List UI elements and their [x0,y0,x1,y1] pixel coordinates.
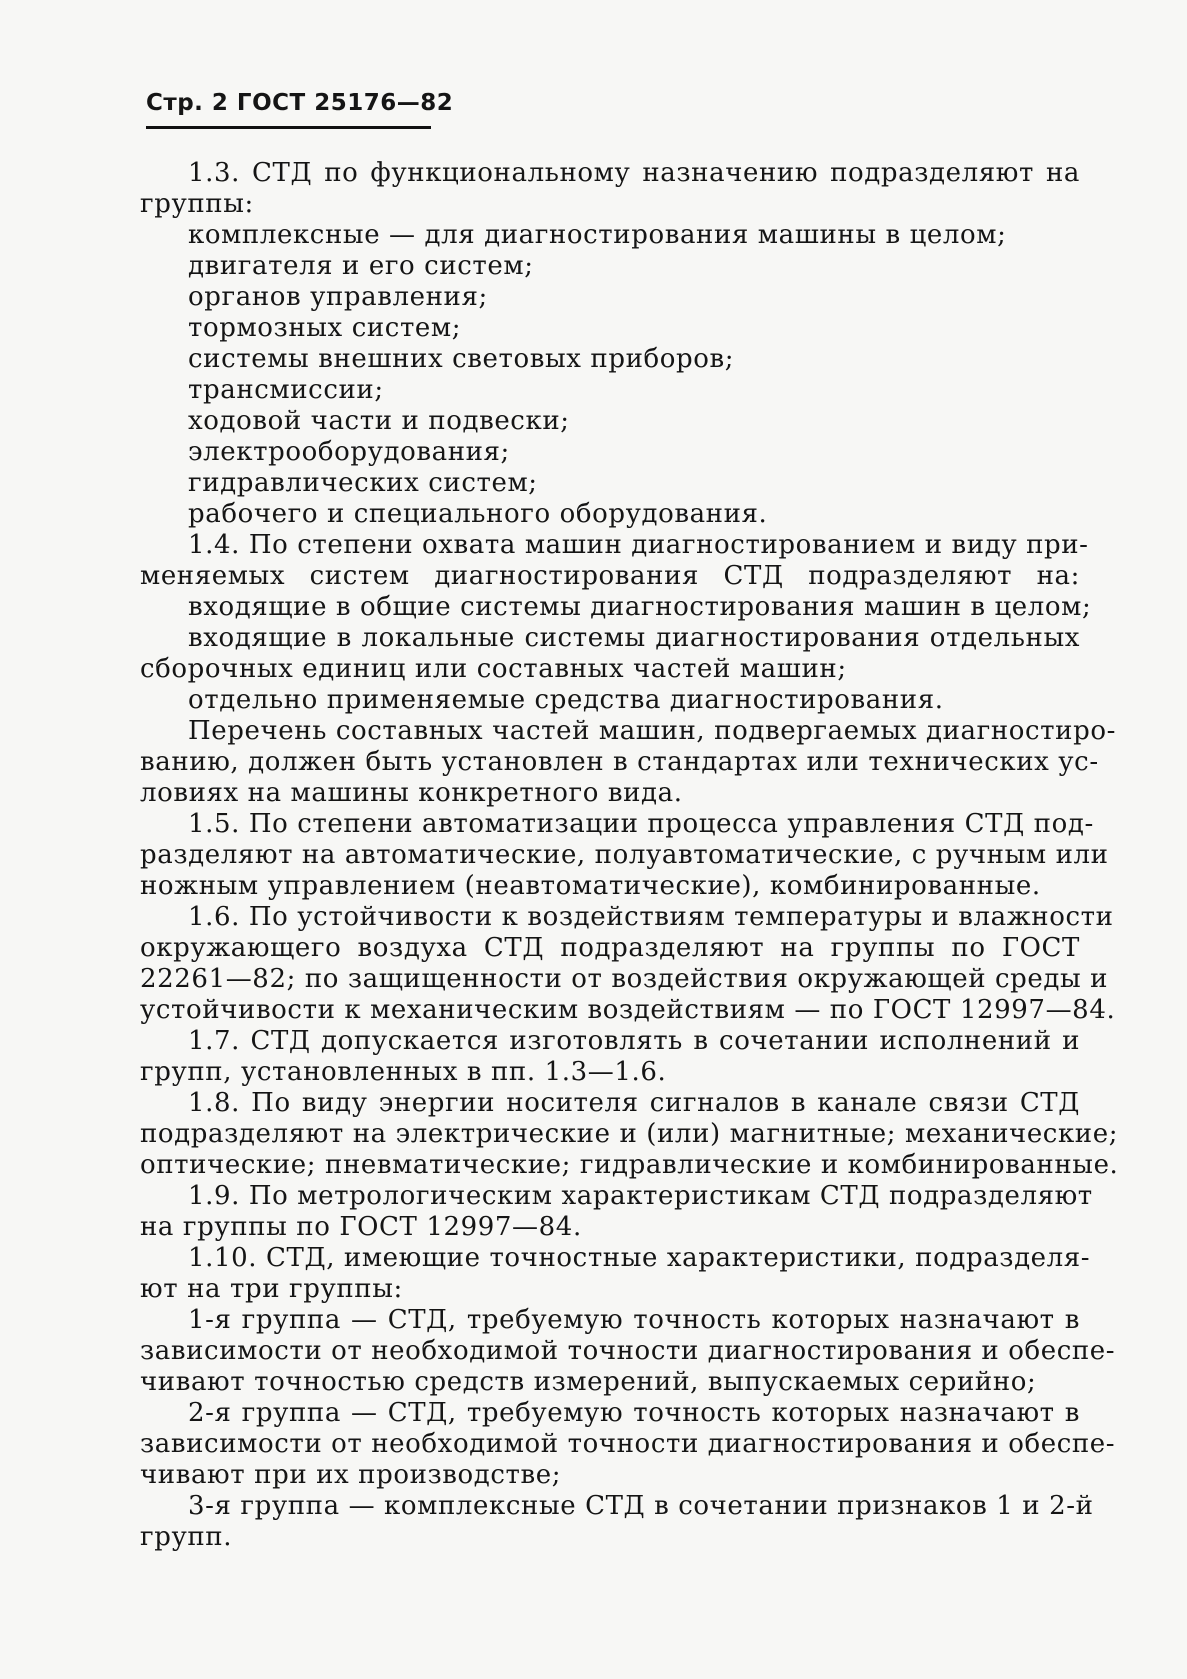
text-line: 2-я группа — СТД, требуемую точность которых назначают в [188,1398,1080,1428]
text-line: комплексные — для диагностирования машины в целом; [188,220,1007,250]
text-line: входящие в локальные системы диагностирования отдельных [188,623,1080,653]
header-rule [146,126,431,129]
text-line: на группы по ГОСТ 12997—84. [140,1212,582,1242]
text-line: электрооборудования; [188,437,510,467]
text-line: 1.7. СТД допускается изготовлять в сочетании исполнений и [188,1026,1080,1056]
text-line: тормозных систем; [188,313,462,343]
text-line: 1.5. По степени автоматизации процесса управления СТД под- [188,809,1094,839]
text-line: 3-я группа — комплексные СТД в сочетании признаков 1 и 2-й [188,1491,1094,1521]
text-line: ванию, должен быть установлен в стандартах или технических ус- [140,747,1099,777]
text-line: 22261—82; по защищенности от воздействия окружающей среды и [140,964,1109,994]
text-line: 1.4. По степени охвата машин диагностированием и виду при- [188,530,1089,560]
text-line: групп. [140,1522,233,1552]
text-line: сборочных единиц или составных частей машин; [140,654,847,684]
text-line: ножным управлением (неавтоматические), комбинированные. [140,871,1041,901]
text-line: гидравлических систем; [188,468,538,498]
text-line: ют на три группы: [140,1274,403,1304]
text-line: ходовой части и подвески; [188,406,570,436]
text-line: рабочего и специального оборудования. [188,499,768,529]
text-line: 1.9. По метрологическим характеристикам СТД подразделяют [188,1181,1093,1211]
text-line: чивают точностью средств измерений, выпускаемых серийно; [140,1367,1037,1397]
text-line: чивают при их производстве; [140,1460,562,1490]
text-line: разделяют на автоматические, полуавтоматические, с ручным или [140,840,1109,870]
text-line: трансмиссии; [188,375,384,405]
text-line: группы: [140,189,254,219]
text-line: групп, установленных в пп. 1.3—1.6. [140,1057,667,1087]
text-line: оптические; пневматические; гидравлические и комбинированные. [140,1150,1119,1180]
text-line: органов управления; [188,282,488,312]
text-line: ловиях на машины конкретного вида. [140,778,683,808]
text-line: Перечень составных частей машин, подвергаемых диагностиро- [188,716,1116,746]
text-line: 1-я группа — СТД, требуемую точность которых назначают в [188,1305,1080,1335]
text-line: 1.6. По устойчивости к воздействиям температуры и влажности [188,902,1114,932]
text-line: двигателя и его систем; [188,251,534,281]
text-line: системы внешних световых приборов; [188,344,735,374]
text-line: зависимости от необходимой точности диагностирования и обеспе- [140,1429,1116,1459]
text-line: 1.10. СТД, имеющие точностные характеристики, подразделя- [188,1243,1091,1273]
text-line: окружающего воздуха СТД подразделяют на группы по ГОСТ [140,933,1080,963]
text-line: 1.3. СТД по функциональному назначению подразделяют на [188,158,1080,188]
page-header: Стр. 2 ГОСТ 25176—82 [146,90,454,116]
text-line: зависимости от необходимой точности диагностирования и обеспе- [140,1336,1116,1366]
text-line: отдельно применяемые средства диагностирования. [188,685,944,715]
text-line: подразделяют на электрические и (или) магнитные; механические; [140,1119,1119,1149]
text-line: входящие в общие системы диагностирования машин в целом; [188,592,1092,622]
text-line: 1.8. По виду энергии носителя сигналов в канале связи СТД [188,1088,1080,1118]
text-line: устойчивости к механическим воздействиям — по ГОСТ 12997—84. [140,995,1116,1025]
text-line: меняемых систем диагностирования СТД подразделяют на: [140,561,1080,591]
